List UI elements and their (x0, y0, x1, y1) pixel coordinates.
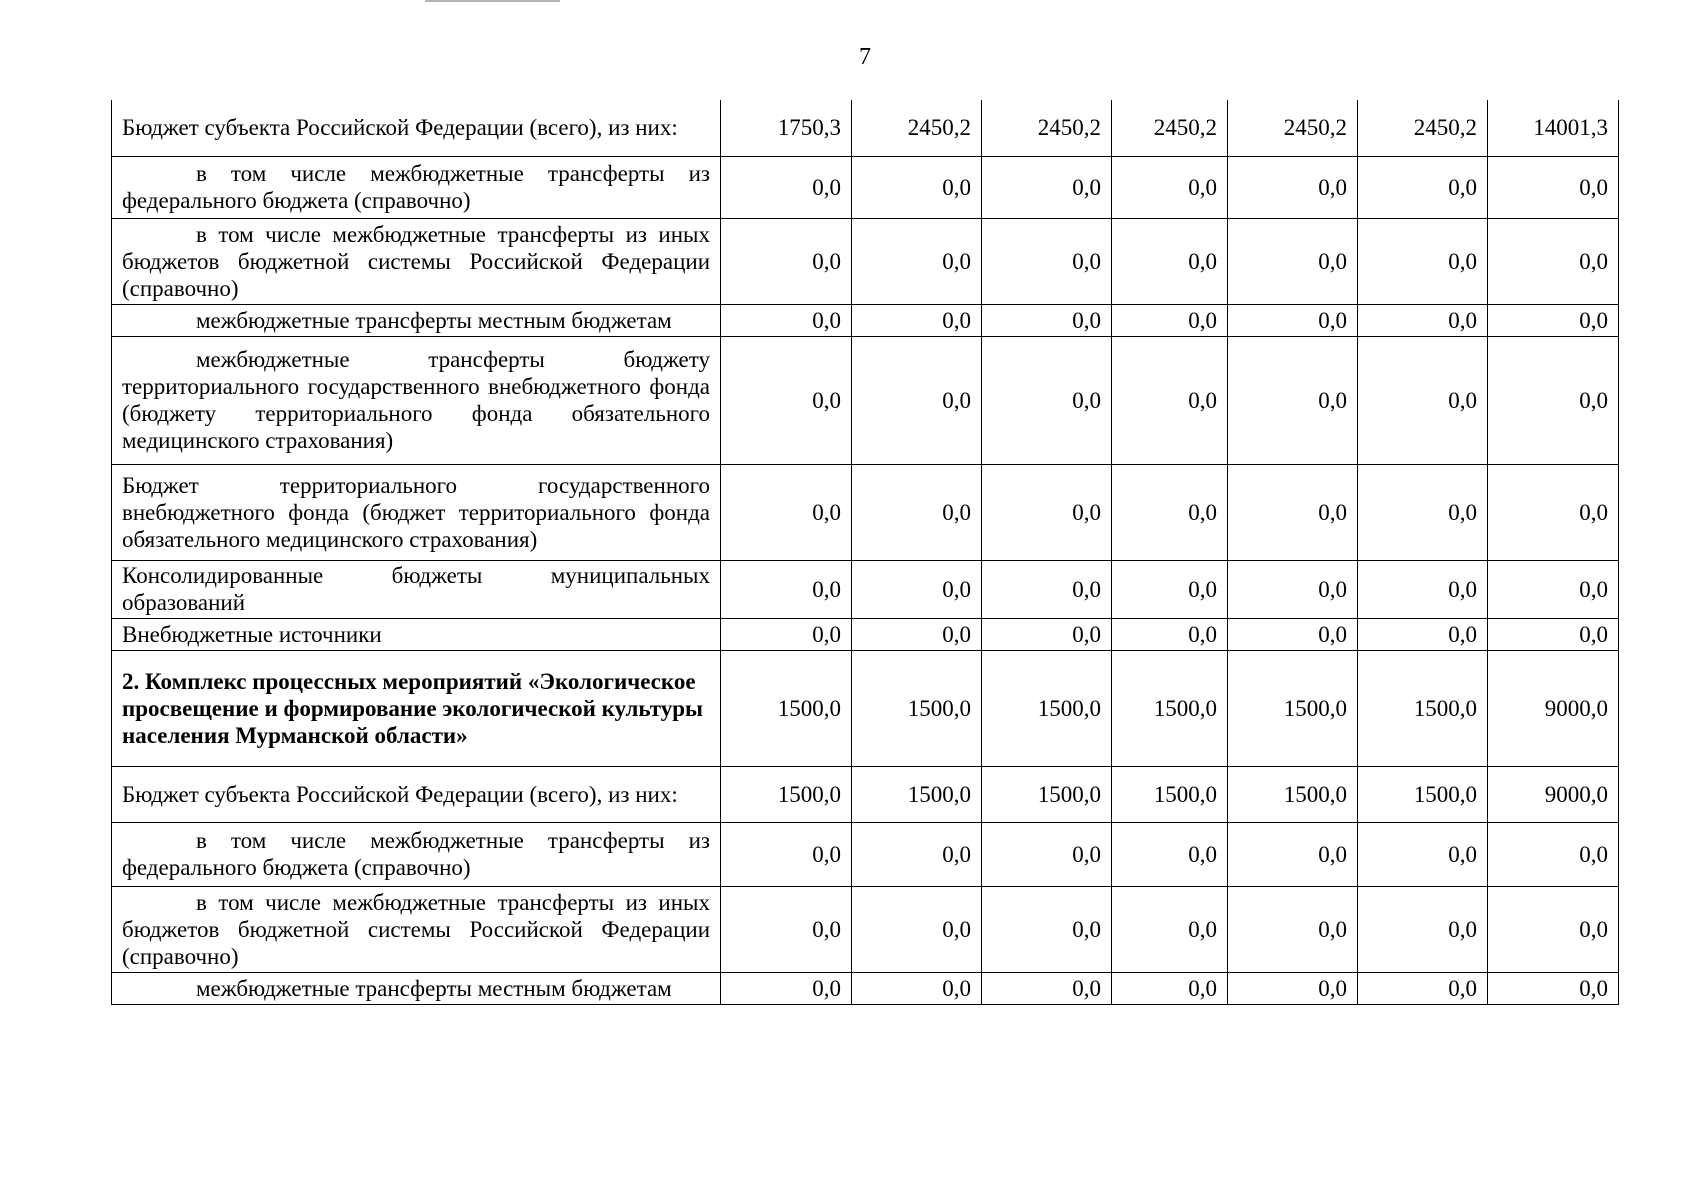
value-cell: 9000,0 (1488, 766, 1619, 822)
value-cell: 1500,0 (1112, 766, 1228, 822)
value-cell: 1750,3 (721, 100, 852, 156)
row-label: Внебюджетные источники (112, 618, 721, 650)
value-cell: 0,0 (1358, 886, 1488, 972)
value-cell: 0,0 (1358, 218, 1488, 304)
value-cell: 0,0 (1358, 560, 1488, 618)
value-cell: 0,0 (852, 156, 982, 218)
value-cell: 9000,0 (1488, 650, 1619, 766)
value-cell: 0,0 (1228, 560, 1358, 618)
value-cell: 1500,0 (852, 766, 982, 822)
table-row (112, 886, 1619, 972)
value-cell: 0,0 (721, 972, 852, 1004)
value-cell: 1500,0 (1228, 650, 1358, 766)
value-cell: 0,0 (1358, 618, 1488, 650)
value-cell: 2450,2 (1112, 100, 1228, 156)
value-cell: 0,0 (721, 886, 852, 972)
table-row (112, 822, 1619, 886)
value-cell: 0,0 (1488, 156, 1619, 218)
table-row (112, 618, 1619, 650)
value-cell: 1500,0 (1112, 650, 1228, 766)
value-cell: 0,0 (1228, 886, 1358, 972)
value-cell: 0,0 (1112, 822, 1228, 886)
table-row (112, 560, 1619, 618)
value-cell: 2450,2 (1228, 100, 1358, 156)
table-row (112, 304, 1619, 336)
value-cell: 0,0 (1488, 618, 1619, 650)
value-cell: 0,0 (852, 886, 982, 972)
value-cell: 2450,2 (982, 100, 1112, 156)
value-cell: 0,0 (982, 156, 1112, 218)
value-cell: 0,0 (1358, 822, 1488, 886)
value-cell: 2450,2 (1358, 100, 1488, 156)
value-cell: 0,0 (721, 822, 852, 886)
value-cell: 0,0 (852, 304, 982, 336)
table-row (112, 650, 1619, 766)
value-cell: 0,0 (1488, 218, 1619, 304)
row-label: Бюджет субъекта Российской Федерации (всего), из них: (112, 100, 721, 156)
value-cell: 0,0 (852, 218, 982, 304)
value-cell: 0,0 (1358, 156, 1488, 218)
page-number: 7 (859, 44, 871, 70)
value-cell: 0,0 (1488, 822, 1619, 886)
value-cell: 1500,0 (982, 650, 1112, 766)
table-row (112, 464, 1619, 560)
value-cell: 0,0 (1112, 156, 1228, 218)
row-label: межбюджетные трансферты бюджету территориального государственного внебюджетного фонда (бюджету территориального фонда обязательного медицинского страхования) (112, 336, 721, 464)
table-row (112, 766, 1619, 822)
value-cell: 0,0 (721, 464, 852, 560)
value-cell: 0,0 (982, 336, 1112, 464)
value-cell: 0,0 (852, 336, 982, 464)
value-cell: 0,0 (982, 464, 1112, 560)
value-cell: 0,0 (1358, 304, 1488, 336)
value-cell: 0,0 (982, 972, 1112, 1004)
value-cell: 0,0 (852, 464, 982, 560)
value-cell: 0,0 (1112, 336, 1228, 464)
value-cell: 0,0 (1358, 336, 1488, 464)
value-cell: 0,0 (852, 822, 982, 886)
value-cell: 0,0 (1228, 336, 1358, 464)
value-cell: 0,0 (1112, 304, 1228, 336)
value-cell: 14001,3 (1488, 100, 1619, 156)
value-cell: 0,0 (982, 560, 1112, 618)
table-row (112, 218, 1619, 304)
value-cell: 0,0 (1488, 304, 1619, 336)
value-cell: 0,0 (852, 972, 982, 1004)
value-cell: 0,0 (1112, 218, 1228, 304)
value-cell: 0,0 (1228, 156, 1358, 218)
value-cell: 0,0 (982, 618, 1112, 650)
value-cell: 0,0 (1488, 336, 1619, 464)
table-row (112, 336, 1619, 464)
value-cell: 0,0 (852, 618, 982, 650)
scan-artifact-line (425, 0, 560, 2)
row-label: межбюджетные трансферты местным бюджетам (112, 304, 721, 336)
value-cell: 0,0 (1488, 464, 1619, 560)
value-cell: 0,0 (982, 886, 1112, 972)
value-cell: 1500,0 (852, 650, 982, 766)
value-cell: 0,0 (1228, 464, 1358, 560)
row-label: в том числе межбюджетные трансферты из иных бюджетов бюджетной системы Российской Федерации (справочно) (112, 886, 721, 972)
budget-table (111, 100, 1619, 1005)
row-label: Бюджет территориального государственного внебюджетного фонда (бюджет территориального фонда обязательного медицинского страхования) (112, 464, 721, 560)
row-label: в том числе межбюджетные трансферты из иных бюджетов бюджетной системы Российской Федерации (справочно) (112, 218, 721, 304)
value-cell: 0,0 (1228, 618, 1358, 650)
value-cell: 0,0 (1112, 464, 1228, 560)
value-cell: 0,0 (982, 304, 1112, 336)
value-cell: 0,0 (1358, 972, 1488, 1004)
row-label: в том числе межбюджетные трансферты из федерального бюджета (справочно) (112, 822, 721, 886)
value-cell: 0,0 (1112, 618, 1228, 650)
value-cell: 2450,2 (852, 100, 982, 156)
value-cell: 0,0 (852, 560, 982, 618)
value-cell: 1500,0 (1358, 766, 1488, 822)
value-cell: 1500,0 (1228, 766, 1358, 822)
value-cell: 1500,0 (721, 650, 852, 766)
value-cell: 0,0 (1488, 972, 1619, 1004)
row-label: межбюджетные трансферты местным бюджетам (112, 972, 721, 1004)
value-cell: 0,0 (982, 822, 1112, 886)
value-cell: 0,0 (1358, 464, 1488, 560)
value-cell: 0,0 (721, 156, 852, 218)
value-cell: 0,0 (721, 618, 852, 650)
value-cell: 0,0 (1112, 972, 1228, 1004)
value-cell: 1500,0 (721, 766, 852, 822)
value-cell: 0,0 (721, 218, 852, 304)
table-row (112, 972, 1619, 1004)
value-cell: 0,0 (1488, 886, 1619, 972)
value-cell: 0,0 (721, 304, 852, 336)
row-label: в том числе межбюджетные трансферты из федерального бюджета (справочно) (112, 156, 721, 218)
value-cell: 0,0 (1228, 822, 1358, 886)
value-cell: 0,0 (1228, 218, 1358, 304)
value-cell: 0,0 (1228, 972, 1358, 1004)
row-label: Бюджет субъекта Российской Федерации (всего), из них: (112, 766, 721, 822)
budget-table-body (112, 100, 1619, 1004)
value-cell: 0,0 (1488, 560, 1619, 618)
value-cell: 0,0 (1112, 886, 1228, 972)
value-cell: 0,0 (1112, 560, 1228, 618)
row-label: Консолидированные бюджеты муниципальных образований (112, 560, 721, 618)
value-cell: 1500,0 (982, 766, 1112, 822)
table-row (112, 156, 1619, 218)
value-cell: 0,0 (982, 218, 1112, 304)
table-row (112, 100, 1619, 156)
row-label: 2. Комплекс процессных мероприятий «Экологическое просвещение и формирование экологической культуры населения Мурманской области» (112, 650, 721, 766)
value-cell: 0,0 (721, 560, 852, 618)
value-cell: 0,0 (721, 336, 852, 464)
value-cell: 1500,0 (1358, 650, 1488, 766)
value-cell: 0,0 (1228, 304, 1358, 336)
